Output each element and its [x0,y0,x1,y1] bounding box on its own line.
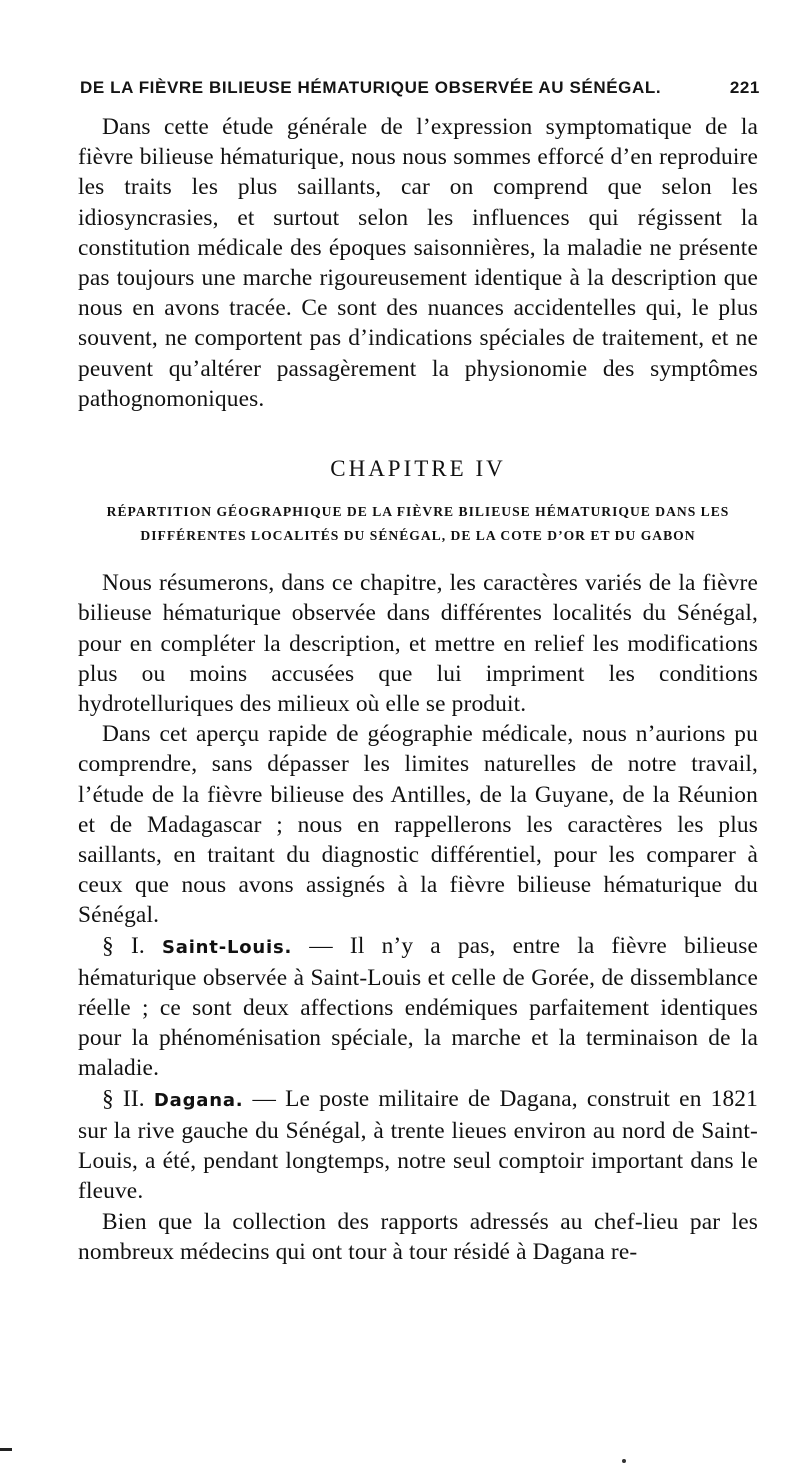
section-heading: Saint-Louis. [162,936,293,958]
scan-dot-mark [622,1459,626,1463]
section-heading: Dagana. [153,1089,244,1111]
chapter-paragraph-1: Nous résumerons, dans ce chapitre, les caractères variés de la fièvre bilieuse hématurique observée dans différentes localités du Sénégal, pour en compléter la description, et mettre en relief les modifications plus ou moins accusées que lui impriment les conditions hydrotelluriques des milieux où elle se produit. [78,570,758,718]
section-dagana [78,1084,758,1207]
section-saint-louis [78,931,758,1084]
closing-paragraph: Bien que la collection des rapports adressés au chef-lieu par les nombreux médecins qui ont tour à tour résidé à Dagana re- [78,1208,758,1265]
section-number: § I. [102,932,145,959]
scan-edge-mark [0,1448,12,1451]
chapter-paragraph-2: Dans cet aperçu rapide de géographie médicale, nous n’aurions pu comprendre, sans dépasser les limites naturelles de notre travail, l’étude de la fièvre bilieuse des Antilles, de la Guyane, de la Réunion et de Madagascar ; nous en rappellerons les caractères les plus saillants, en traitant du diagnostic différentiel, pour les comparer à ceux que nous avons assignés à la fièvre bilieuse hématurique du Sénégal. [78,721,758,929]
running-head-title: DE LA FIÈVRE BILIEUSE HÉMATURIQUE OBSERVÉE AU SÉNÉGAL. [80,78,662,97]
intro-paragraph: Dans cette étude générale de l’expression symptomatique de la fièvre bilieuse hématurique, nous nous sommes efforcé d’en reproduire les traits les plus saillants, car on comprend que selon les idiosyncrasies, et surtout selon les influences qui régissent la constitution médicale des époques saisonnières, la maladie ne présente pas toujours une marche rigoureusement identique à la description que nous en avons tracée. Ce sont des nuances accidentelles qui, le plus souvent, ne comportent pas d’indications spéciales de traitement, et ne peuvent qu’altérer passagèrement la physionomie des symptômes pathognomoniques. [78,114,758,412]
chapter-subtitle: RÉPARTITION GÉOGRAPHIQUE DE LA FIÈVRE BILIEUSE HÉMATURIQUE DANS LES DIFFÉRENTES LOCALITÉS DU SÉNÉGAL, DE LA COTE D’OR ET DU GABON [106,504,730,544]
chapter-title: CHAPITRE IV [330,456,506,482]
section-text: — Le poste militaire de Dagana, construit en 1821 sur la rive gauche du Sénégal, à trente lieues environ au nord de Saint-Louis, a été, pendant longtemps, notre seul comptoir important dans le fleuve. [78,1085,758,1205]
body-text [78,112,758,1267]
running-head [80,78,760,98]
section-text: — Il n’y a pas, entre la fièvre bilieuse hématurique observée à Saint-Louis et celle de Gorée, de dissemblance réelle ; ce sont deux affections endémiques parfaitement identiques pour la phénoménisation spéciale, la marche et la terminaison de la maladie. [78,932,759,1082]
page-number: 221 [729,78,760,97]
section-number: § II. [102,1085,145,1112]
